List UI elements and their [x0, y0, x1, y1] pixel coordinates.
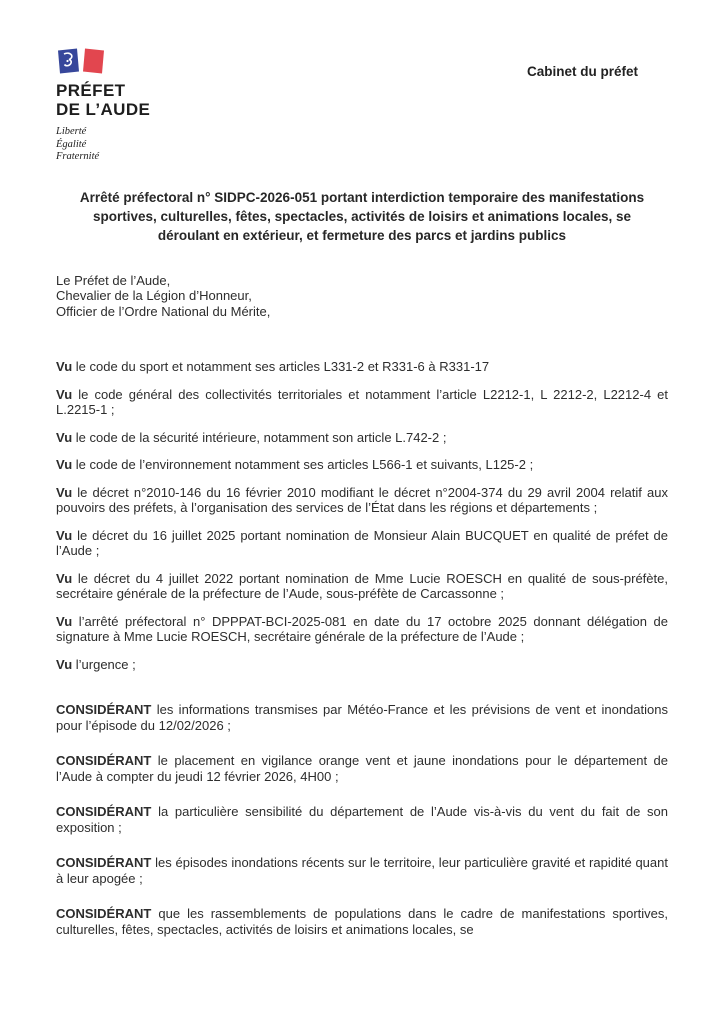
decree-title: Arrêté préfectoral n° SIDPC-2026-051 portant interdiction temporaire des manifestations sportives, culturelles, fêtes, spectacles, activités de loisirs et animations locales, se déroulant en extérieur, et fermeture des parcs et jardins publics [79, 189, 645, 243]
considerant-text: la particulière sensibilité du département de l’Aude vis-à-vis du vent du fait de son exposition ; [56, 804, 668, 835]
visa-text: le décret du 4 juillet 2022 portant nomination de Mme Lucie ROESCH en qualité de sous-préfète, secrétaire générale de la préfecture de l’Aude, sous-préfète de Carcassonne ; [56, 570, 668, 601]
visa-lead: Vu [56, 484, 73, 500]
visas-section [56, 359, 668, 672]
motto-egalite: Égalité [56, 138, 87, 150]
visa-paragraph [56, 359, 668, 375]
motto-liberte: Liberté [56, 126, 87, 137]
visa-text: l’urgence ; [75, 656, 136, 672]
visa-lead: Vu [56, 429, 73, 445]
visa-text: le code de l’environnement notamment ses articles L566-1 et suivants, L125-2 ; [75, 457, 534, 472]
visa-text: l’arrêté préfectoral n° DPPPAT-BCI-2025-081 en date du 17 octobre 2025 donnant délégation de signature à Mme Lucie ROESCH, secrétaire générale de la préfecture de l’Aude ; [56, 613, 668, 644]
visa-paragraph [56, 657, 668, 673]
motto-fraternite: Fraternité [56, 151, 100, 162]
institution-name-line1: PRÉFET [56, 81, 126, 100]
considerant-lead: CONSIDÉRANT [56, 702, 152, 717]
visa-paragraph [56, 457, 668, 473]
considerant-paragraph [56, 855, 668, 886]
visa-lead: Vu [56, 457, 73, 472]
intro-line-merite: Officier de l’Ordre National du Mérite, [56, 303, 271, 319]
considerant-text: que les rassemblements de populations dans le cadre de manifestations sportives, culturelles, fêtes, spectacles, activités de loisirs et animations locales, se [56, 906, 668, 937]
french-flag-marianne-icon [57, 48, 107, 76]
visa-text: le code général des collectivités territoriales et notamment l’article L2212-1, L 2212-2, L2212-4 et L.2215-1 ; [56, 386, 668, 417]
visa-paragraph [56, 571, 668, 602]
visa-text: le décret n°2010-146 du 16 février 2010 modifiant le décret n°2004-374 du 29 avril 2004 relatif aux pouvoirs des préfets, à l’organisation des services de l’État dans les régions et départements ; [56, 484, 668, 515]
intro-line-prefet: Le Préfet de l’Aude, [56, 272, 171, 288]
visa-text: le code de la sécurité intérieure, notamment son article L.742-2 ; [75, 429, 447, 445]
visa-paragraph [56, 430, 668, 446]
considerant-text: les épisodes inondations récents sur le territoire, leur particulière gravité et rapidité quant à leur apogée ; [56, 855, 668, 886]
national-motto [56, 126, 150, 164]
visa-lead: Vu [56, 527, 73, 543]
visa-lead: Vu [56, 359, 73, 374]
issuing-service-label: Cabinet du préfet [526, 64, 638, 79]
considerant-paragraph [56, 753, 668, 784]
considerant-paragraph [56, 702, 668, 733]
visa-paragraph [56, 387, 668, 418]
prefect-titles-block [56, 273, 668, 320]
institution-name-line2: DE L’AUDE [56, 100, 151, 119]
visa-paragraph [56, 528, 668, 559]
visa-lead: Vu [56, 386, 73, 402]
visa-paragraph [56, 614, 668, 645]
considerant-lead: CONSIDÉRANT [56, 804, 152, 819]
considerant-paragraph [56, 804, 668, 835]
considerant-text: les informations transmises par Météo-France et les prévisions de vent et inondations pour l’épisode du 12/02/2026 ; [56, 702, 668, 733]
visa-paragraph [56, 485, 668, 516]
intro-line-legion: Chevalier de la Légion d’Honneur, [56, 288, 252, 303]
considerants-section [56, 702, 668, 937]
considerant-paragraph [56, 906, 668, 937]
considerant-lead: CONSIDÉRANT [56, 753, 152, 768]
visa-lead: Vu [56, 613, 73, 629]
visa-lead: Vu [56, 570, 73, 586]
prefecture-logo-block [56, 48, 150, 164]
visa-lead: Vu [56, 656, 73, 672]
visa-text: le code du sport et notamment ses articles L331-2 et R331-6 à R331-17 [75, 359, 490, 374]
considerant-text: le placement en vigilance orange vent et jaune inondations pour le département de l’Aude à compter du jeudi 12 février 2026, 4H00 ; [56, 753, 668, 784]
considerant-lead: CONSIDÉRANT [56, 906, 152, 921]
visa-text: le décret du 16 juillet 2025 portant nomination de Monsieur Alain BUCQUET en qualité de préfet de l’Aude ; [56, 527, 668, 558]
considerant-lead: CONSIDÉRANT [56, 855, 152, 870]
page-header [56, 48, 668, 164]
